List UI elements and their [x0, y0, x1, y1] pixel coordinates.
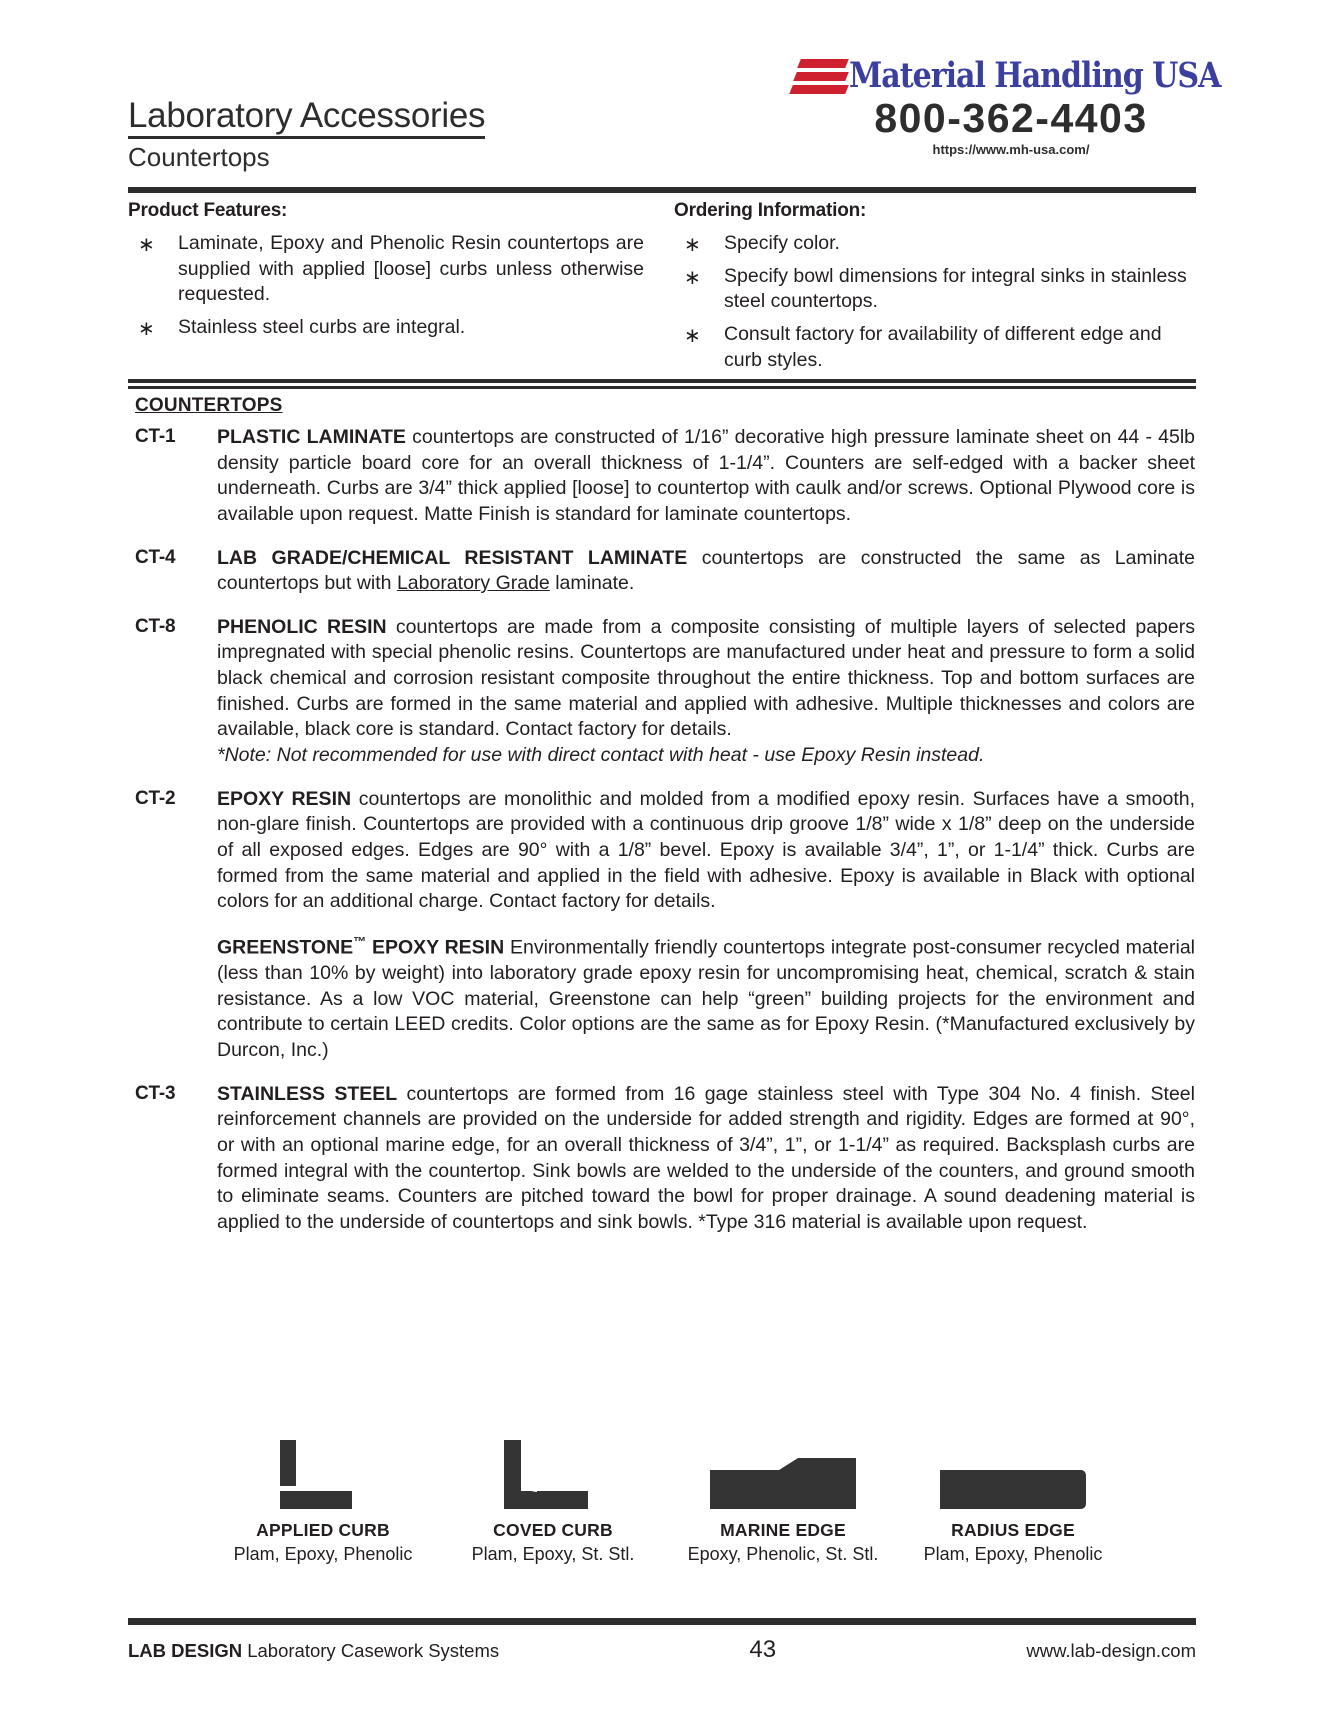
- diagram-materials: Plam, Epoxy, St. Stl.: [471, 1544, 635, 1564]
- spec-code: CT-2: [135, 787, 176, 809]
- spec-text-tail: laminate.: [549, 572, 635, 595]
- greenstone-lead-label: GREENSTONE: [217, 936, 354, 959]
- spec-code: CT-3: [135, 1082, 176, 1104]
- spec-body: [217, 1082, 1197, 1236]
- footer-divider-rule: [128, 1618, 1196, 1625]
- diagram-materials: Plam, Epoxy, Phenolic: [233, 1544, 413, 1564]
- product-features-list: [128, 231, 662, 341]
- countertops-spec-list: [135, 425, 1197, 1253]
- spec-lead-label: LAB GRADE/CHEMICAL RESISTANT LAMINATE: [217, 546, 688, 569]
- diagram-marine-edge: [678, 1440, 888, 1565]
- diagram-radius-edge: [908, 1440, 1118, 1565]
- page-subtitle: Countertops: [128, 141, 270, 172]
- list-item: [674, 264, 1196, 315]
- footer-website: www.lab-design.com: [1026, 1640, 1196, 1661]
- list-item: [128, 315, 662, 341]
- spec-lead-label: STAINLESS STEEL: [217, 1082, 398, 1105]
- page-footer: [128, 1636, 1196, 1664]
- footer-brand-name: LAB DESIGN: [128, 1640, 243, 1661]
- greenstone-lead-rest: EPOXY RESIN: [366, 936, 505, 959]
- title-block: [128, 98, 485, 171]
- applied-curb-icon: [238, 1440, 408, 1512]
- spec-body: [217, 787, 1197, 1064]
- footer-brand: [128, 1640, 499, 1662]
- spec-paragraph-epoxy: [217, 787, 1195, 915]
- spec-underlined-term: Laboratory Grade: [396, 572, 550, 595]
- features-divider-rule-top: [128, 379, 1196, 383]
- spec-entry-ct1: [135, 425, 1197, 528]
- radius-edge-icon: [928, 1440, 1098, 1512]
- spec-paragraph-greenstone: [217, 933, 1195, 1064]
- spec-text: countertops are made from a composite consisting of multiple layers of selected papers impregnated with special phenolic resins. Countertops are manufactured under heat and pressure to form a solid black chemical and corrosion resistant composite throughout the entire thickness. Top and bottom surfaces are finished. Curbs are formed in the same material and applied with adhesive. Multiple thicknesses and colors are available, black core is standard. Contact factory for details.: [217, 615, 1195, 741]
- spec-code: CT-8: [135, 615, 176, 637]
- list-item: [674, 231, 1196, 257]
- spec-italic-note: *Note: Not recommended for use with direct contact with heat - use Epoxy Resin instead.: [217, 744, 985, 767]
- diagram-materials: Epoxy, Phenolic, St. Stl.: [687, 1544, 879, 1564]
- spec-body: [217, 615, 1197, 769]
- diagram-title: APPLIED CURB: [256, 1520, 390, 1540]
- spec-entry-ct8: [135, 615, 1197, 769]
- diagram-title: MARINE EDGE: [720, 1520, 846, 1540]
- asterisk-bullet-icon: ∗: [684, 325, 701, 348]
- spec-code: CT-4: [135, 546, 176, 568]
- logo-wordmark-row: [791, 52, 1221, 98]
- spec-lead-label: EPOXY RESIN: [217, 787, 352, 810]
- asterisk-bullet-icon: ∗: [138, 234, 155, 256]
- spec-text: countertops are constructed the same as Laminate countertops but with: [217, 546, 1195, 595]
- spec-body: [217, 425, 1197, 528]
- ordering-information-column: [662, 200, 1196, 381]
- features-divider-rule-bottom: [128, 386, 1196, 389]
- list-item-text: Specify bowl dimensions for integral sinks in stainless steel countertops.: [724, 264, 1187, 313]
- spec-entry-ct2: [135, 787, 1197, 1064]
- page-title: Laboratory Accessories: [128, 98, 485, 139]
- coved-curb-icon: [468, 1440, 638, 1512]
- spec-text: countertops are formed from 16 gage stainless steel with Type 304 No. 4 finish. Steel reinforcement channels are provided on the underside for added strength and rigidity. Edges are formed at 90°, or with an optional marine edge, for an overall thickness of 3/4”, 1”, or 1-1/4” as required. Backsplash curbs are formed integral with the countertop. Sink bowls are welded to the underside of the counters, and ground smooth to eliminate seams. Counters are pitched toward the bowl for proper drainage. A sound deadening material is applied to the underside of countertops and sink bowls. *Type 316 material is available upon request.: [217, 1082, 1195, 1233]
- website-url: https://www.mh-usa.com/: [932, 142, 1090, 158]
- list-item: [674, 322, 1196, 373]
- spec-lead-label: PLASTIC LAMINATE: [217, 426, 406, 448]
- product-features-column: [128, 200, 662, 381]
- spec-entry-ct4: [135, 546, 1197, 597]
- diagram-title: COVED CURB: [493, 1520, 613, 1540]
- spec-text: countertops are monolithic and molded from a modified epoxy resin. Surfaces have a smooth, non-glare finish. Countertops are provided with a continuous drip groove 1/8” wide x 1/8” deep on the underside of all exposed edges. Edges are 90° with a 1/8” bevel. Epoxy is available 3/4”, 1”, or 1-1/4” thick. Curbs are formed from the same material and applied in the field with adhesive. Epoxy is available in Black with optional colors for an additional charge. Contact factory for details.: [217, 787, 1195, 913]
- page-number: 43: [749, 1636, 777, 1663]
- spec-entry-ct3: [135, 1082, 1197, 1236]
- spec-text: countertops are constructed of 1/16” decorative high pressure laminate sheet on 44 - 45lb density particle board core for an overall thickness of 1-1/4”. Counters are self-edged with a backer sheet underneath. Curbs are 3/4” thick applied [loose] to countertop with caulk and/or screws. Optional Plywood core is available upon request. Matte Finish is standard for laminate countertops.: [217, 426, 1195, 525]
- edge-profile-diagrams: [218, 1440, 1118, 1565]
- header-divider-rule: [128, 187, 1196, 193]
- page-header: [128, 52, 1221, 187]
- asterisk-bullet-icon: ∗: [138, 318, 155, 341]
- list-item: [128, 231, 662, 308]
- product-features-heading: Product Features:: [128, 200, 288, 221]
- company-logo: [791, 52, 1221, 158]
- list-item-text: Specify color.: [724, 232, 840, 254]
- list-item-text: Laminate, Epoxy and Phenolic Resin countertops are supplied with applied [loose] curbs unless otherwise requested.: [178, 232, 644, 306]
- ordering-information-list: [674, 231, 1196, 374]
- footer-tagline: Laboratory Casework Systems: [242, 1640, 500, 1661]
- diagram-coved-curb: [448, 1440, 658, 1565]
- diagram-applied-curb: [218, 1440, 428, 1565]
- phone-number: 800-362-4403: [874, 95, 1148, 141]
- diagram-title: RADIUS EDGE: [951, 1520, 1075, 1540]
- brand-name: Material Handling USA: [849, 54, 1221, 96]
- asterisk-bullet-icon: ∗: [684, 266, 701, 289]
- spec-body: [217, 546, 1197, 597]
- striped-bars-icon: [791, 53, 849, 97]
- list-item-text: Consult factory for availability of different edge and curb styles.: [724, 323, 1162, 371]
- asterisk-bullet-icon: ∗: [684, 234, 701, 256]
- diagram-materials: Plam, Epoxy, Phenolic: [923, 1544, 1103, 1564]
- countertops-section-title: COUNTERTOPS: [135, 395, 283, 416]
- spec-code: CT-1: [135, 426, 176, 447]
- ordering-information-heading: Ordering Information:: [674, 200, 867, 221]
- spec-lead-label: PHENOLIC RESIN: [217, 615, 387, 638]
- marine-edge-icon: [698, 1440, 868, 1512]
- feature-columns: [128, 200, 1196, 381]
- greenstone-text: Environmentally friendly countertops integrate post-consumer recycled material (less than 10% by weight) into laboratory grade epoxy resin for uncompromising heat, chemical, scratch & stain resistance. As a low VOC material, Greenstone can help “green” building projects for the environment and contribute to certain LEED credits. Color options are the same as for Epoxy Resin. (*Manufactured exclusively by Durcon, Inc.): [217, 936, 1195, 1061]
- list-item-text: Stainless steel curbs are integral.: [178, 316, 466, 339]
- trademark-icon: ™: [353, 933, 367, 949]
